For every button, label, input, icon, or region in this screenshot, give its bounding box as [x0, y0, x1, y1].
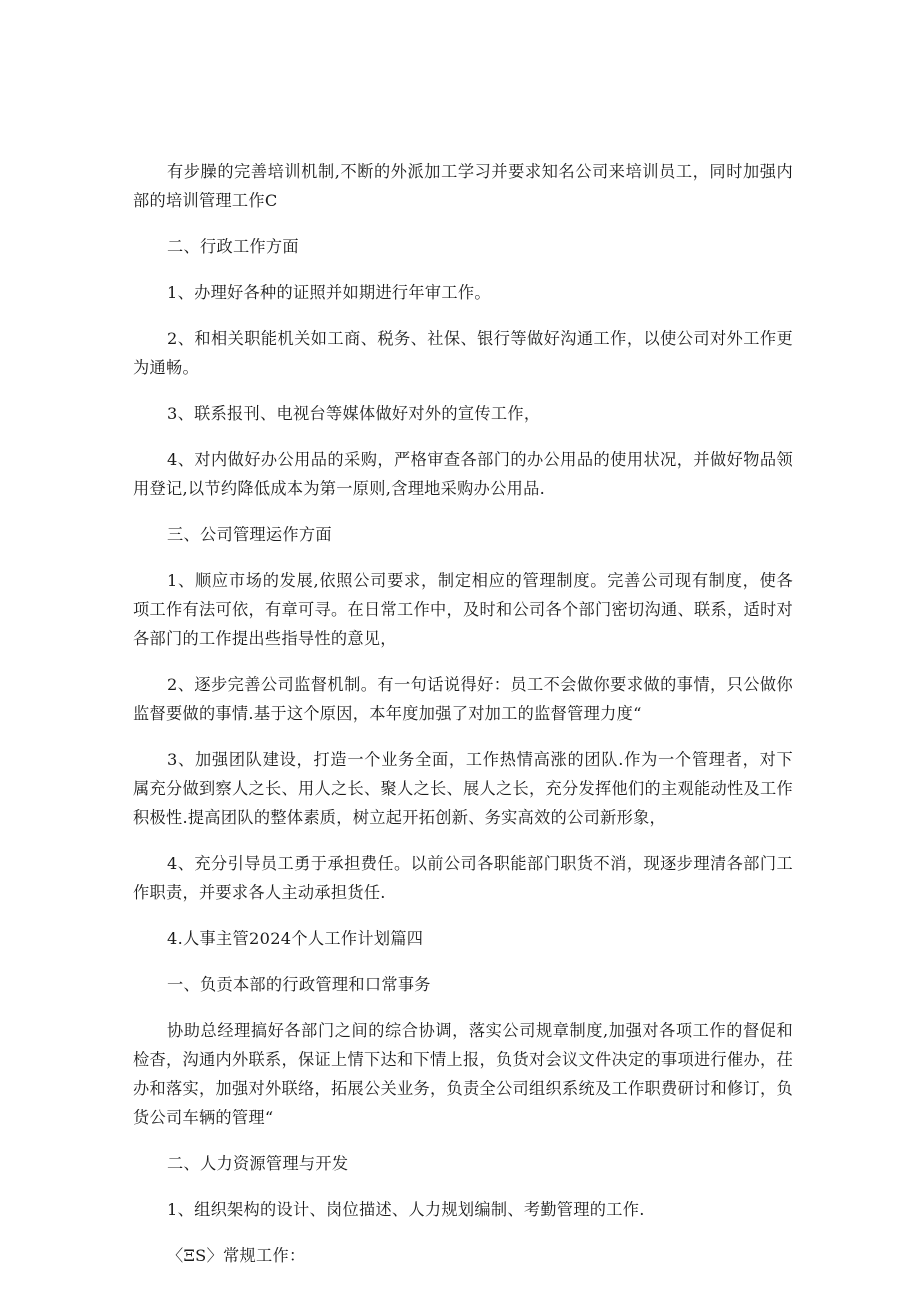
paragraph-certificates: 1、办理好各种的证照并如期进行年审工作。 — [167, 283, 491, 302]
paragraph-routine-work: 〈ΞS〉常规工作： — [167, 1246, 306, 1265]
paragraph-team-building: 3、加强团队建设，打造一个业务全面，工作热情高涨的团队.作为一个管理者，对下属充分做到察人之长、用人之长、聚人之长、展人之长，充分发挥他们的主观能动性及工作积极性.提高团队的整体素质，树立起开拓创新、务实高效的公司新形象， — [133, 750, 793, 827]
heading-hr-management: 二、人力资源管理与开发 — [167, 1154, 349, 1173]
heading-administrative-work: 二、行政工作方面 — [167, 237, 299, 256]
section-title-plan-four: 4.人事主管2024个人工作计划篇四 — [167, 929, 424, 948]
paragraph-training-mechanism: 有步臊的完善培训机制,不断的外派加工学习并要求知名公司来培训员工，同时加强内部的培训管理工作C — [133, 162, 793, 210]
paragraph-supervision-mechanism: 2、逐步完善公司监督机制。有一句话说得好：员工不会做你要求做的事情，只公做你监督要做的事情.基于这个原因，本年度加强了对加工的监督管理力度“ — [133, 675, 793, 723]
heading-admin-daily-affairs: 一、负贡本部的行政管理和口常事务 — [167, 975, 431, 994]
heading-company-management: 三、公司管理运作方面 — [167, 525, 332, 544]
paragraph-responsibility: 4、充分引导员工勇于承担费任。以前公司各职能部门职货不消，现逐步理清各部门工作职责，并要求各人主动承担货任. — [133, 854, 793, 902]
paragraph-org-structure: 1、组织架构的设计、岗位描述、人力规划编制、考勤管理的工作. — [167, 1200, 645, 1219]
paragraph-media-publicity: 3、联系报刊、电视台等媒体做好对外的宣传工作， — [167, 404, 541, 423]
paragraph-management-system: 1、顺应市场的发展,依照公司要求，制定相应的管理制度。完善公司现有制度，使各项工作有法可依，有章可寻。在日常工作中，及时和公司各个部门密切沟通、联系，适时对各部门的工作提出些指导性的意见， — [133, 571, 793, 648]
paragraph-office-supplies: 4、对内做好办公用品的采购，严格审查各部门的办公用品的使用状况，并做好物品领用登记,以节约降低成本为第一原则,含理地采购办公用品. — [133, 450, 793, 498]
paragraph-agency-communication: 2、和相关职能机关如工商、税务、社保、银行等做好沟通工作，以使公司对外工作更为通畅。 — [133, 329, 793, 377]
document-body — [133, 157, 793, 1270]
paragraph-coordination: 协助总经理搞好各部门之间的综合协调，落实公司规章制度,加强对各项工作的督促和检杳，沟通内外联系，保证上情下达和下情上报，负货对会议文件决定的事项进行催办，茌办和落实，加强对外联络，拓展公关业务，负责全公司组织系统及工作职费研讨和修订，负货公司车辆的管理“ — [133, 1021, 793, 1127]
